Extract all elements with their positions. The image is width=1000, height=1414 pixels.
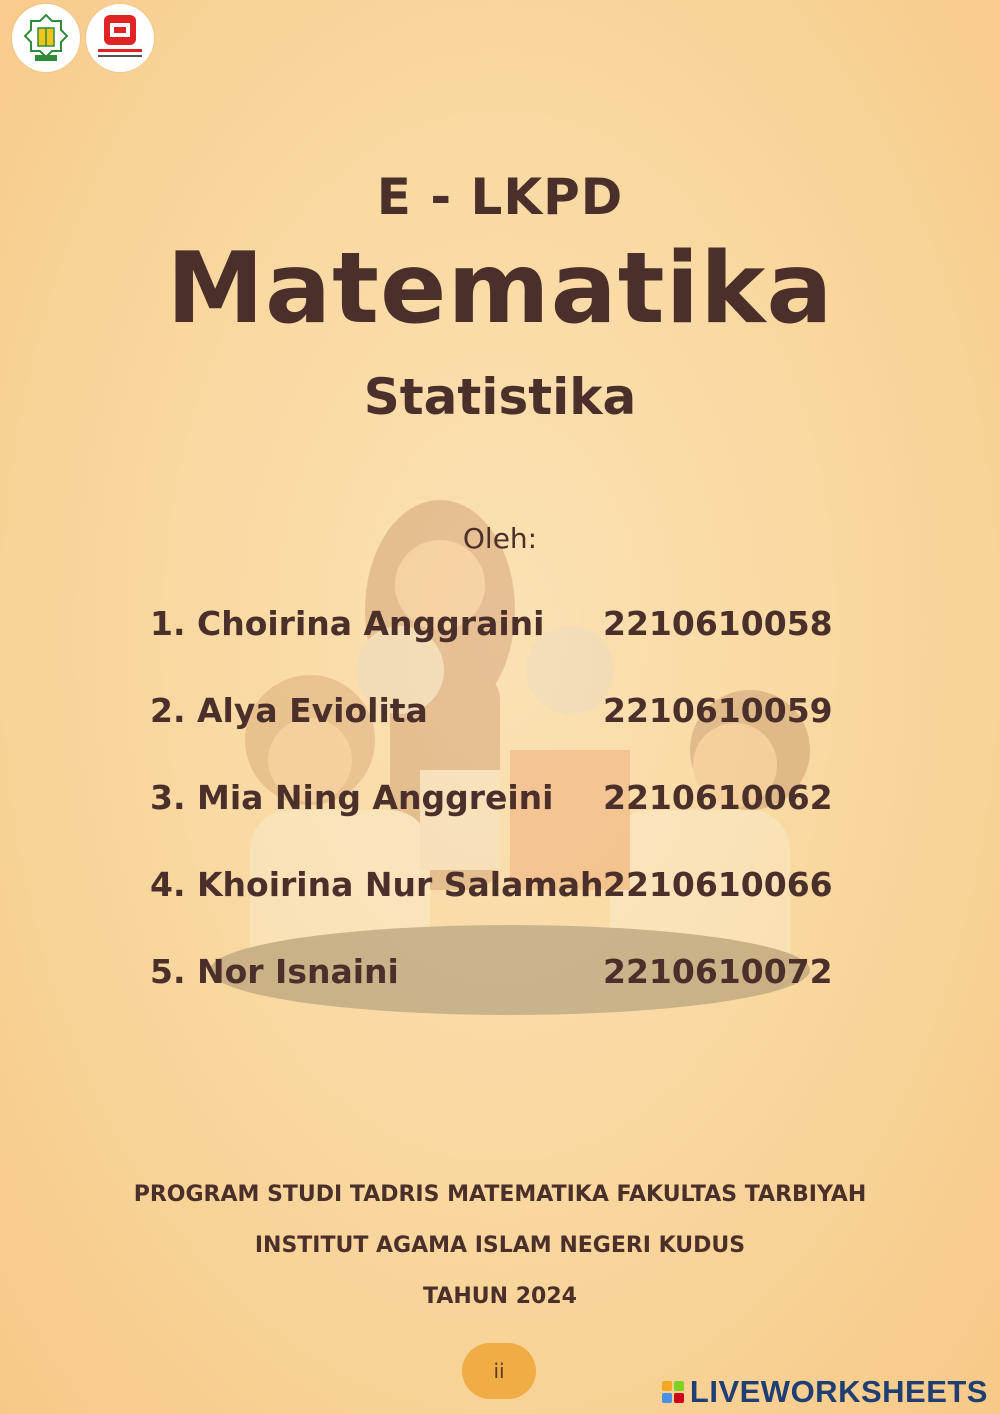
department-emblem-icon xyxy=(90,11,150,65)
page-title: Matematika xyxy=(166,232,834,346)
page-number-badge xyxy=(462,1343,536,1399)
author-name: 2. Alya Eviolita xyxy=(150,691,428,730)
study-program: PROGRAM STUDI TADRIS MATEMATIKA FAKULTAS TARBIYAH xyxy=(133,1182,867,1207)
year: TAHUN 2024 xyxy=(423,1284,577,1309)
author-name: 1. Choirina Anggraini xyxy=(150,604,545,643)
author-row xyxy=(150,952,850,1039)
author-nim: 2210610062 xyxy=(603,778,833,817)
liveworksheets-logo-icon xyxy=(662,1381,684,1403)
brand-name: LIVEWORKSHEETS xyxy=(689,1374,988,1409)
author-name: 4. Khoirina Nur Salamah xyxy=(150,865,604,904)
author-row xyxy=(150,691,850,778)
author-nim: 2210610066 xyxy=(603,865,833,904)
page-number: ii xyxy=(493,1359,505,1383)
author-row xyxy=(150,778,850,865)
institution-name: INSTITUT AGAMA ISLAM NEGERI KUDUS xyxy=(254,1233,746,1258)
author-nim: 2210610072 xyxy=(603,952,833,991)
author-name: 3. Mia Ning Anggreini xyxy=(150,778,554,817)
topic-subtitle: Statistika xyxy=(363,368,637,426)
author-row xyxy=(150,865,850,952)
tadris-matematika-logo xyxy=(86,4,154,72)
author-name: 5. Nor Isnaini xyxy=(150,952,399,991)
author-row xyxy=(150,604,850,691)
liveworksheets-brand[interactable] xyxy=(662,1374,988,1410)
document-type: E - LKPD xyxy=(376,168,624,226)
author-nim: 2210610059 xyxy=(603,691,833,730)
authors-list xyxy=(150,604,850,1039)
iain-kudus-logo xyxy=(12,4,80,72)
author-nim: 2210610058 xyxy=(603,604,833,643)
institution-emblem-icon xyxy=(19,11,73,65)
authors-label: Oleh: xyxy=(462,522,538,555)
